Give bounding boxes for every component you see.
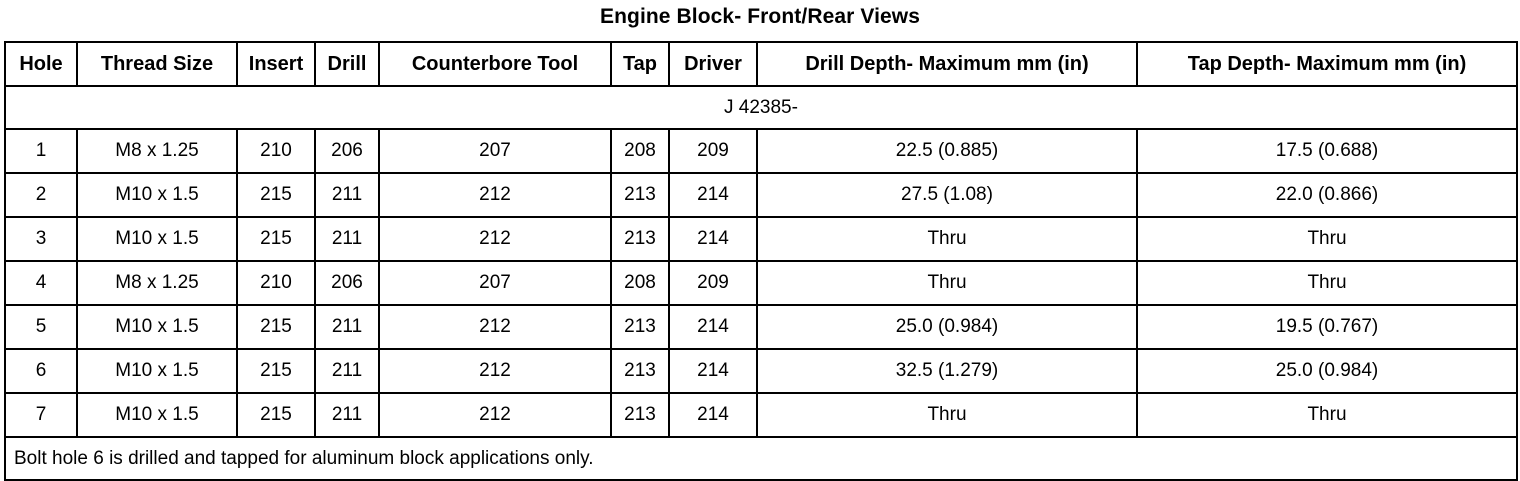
cell-thread-size: M10 x 1.5 <box>77 393 237 437</box>
column-header-drill: Drill <box>315 42 379 86</box>
cell-drill: 211 <box>315 305 379 349</box>
cell-tap-depth: Thru <box>1137 261 1517 305</box>
cell-tap-depth: 22.0 (0.866) <box>1137 173 1517 217</box>
cell-counterbore-tool: 212 <box>379 305 611 349</box>
cell-drill-depth: 25.0 (0.984) <box>757 305 1137 349</box>
cell-tap-depth: 17.5 (0.688) <box>1137 129 1517 173</box>
cell-counterbore-tool: 207 <box>379 261 611 305</box>
column-header-hole: Hole <box>5 42 77 86</box>
footnote-row <box>5 437 1517 480</box>
column-header-drill-depth: Drill Depth- Maximum mm (in) <box>757 42 1137 86</box>
cell-tap: 213 <box>611 349 669 393</box>
table-header <box>5 42 1517 86</box>
cell-thread-size: M10 x 1.5 <box>77 305 237 349</box>
cell-tap: 208 <box>611 129 669 173</box>
cell-hole: 5 <box>5 305 77 349</box>
cell-tap-depth: 25.0 (0.984) <box>1137 349 1517 393</box>
cell-drill: 206 <box>315 129 379 173</box>
page-title: Engine Block- Front/Rear Views <box>599 5 921 28</box>
cell-tap: 208 <box>611 261 669 305</box>
cell-counterbore-tool: 212 <box>379 173 611 217</box>
cell-driver: 214 <box>669 393 757 437</box>
cell-driver: 214 <box>669 349 757 393</box>
cell-thread-size: M8 x 1.25 <box>77 261 237 305</box>
cell-drill: 206 <box>315 261 379 305</box>
cell-counterbore-tool: 207 <box>379 129 611 173</box>
table-row <box>5 173 1517 217</box>
cell-drill: 211 <box>315 217 379 261</box>
cell-insert: 215 <box>237 393 315 437</box>
cell-drill-depth: 22.5 (0.885) <box>757 129 1137 173</box>
cell-hole: 2 <box>5 173 77 217</box>
cell-counterbore-tool: 212 <box>379 393 611 437</box>
cell-driver: 209 <box>669 261 757 305</box>
cell-insert: 210 <box>237 261 315 305</box>
engine-block-spec-table <box>4 41 1518 481</box>
cell-driver: 214 <box>669 173 757 217</box>
table-row <box>5 305 1517 349</box>
cell-drill-depth: Thru <box>757 261 1137 305</box>
column-header-tap: Tap <box>611 42 669 86</box>
cell-driver: 214 <box>669 217 757 261</box>
cell-insert: 215 <box>237 349 315 393</box>
document-page <box>0 4 1520 481</box>
cell-insert: 215 <box>237 173 315 217</box>
table-row <box>5 217 1517 261</box>
cell-counterbore-tool: 212 <box>379 217 611 261</box>
cell-drill-depth: 32.5 (1.279) <box>757 349 1137 393</box>
cell-hole: 4 <box>5 261 77 305</box>
cell-hole: 6 <box>5 349 77 393</box>
cell-driver: 214 <box>669 305 757 349</box>
cell-counterbore-tool: 212 <box>379 349 611 393</box>
cell-tap: 213 <box>611 305 669 349</box>
cell-hole: 7 <box>5 393 77 437</box>
cell-thread-size: M10 x 1.5 <box>77 217 237 261</box>
cell-driver: 209 <box>669 129 757 173</box>
table-body <box>5 86 1517 480</box>
cell-drill-depth: 27.5 (1.08) <box>757 173 1137 217</box>
cell-drill: 211 <box>315 173 379 217</box>
cell-tap: 213 <box>611 393 669 437</box>
cell-drill: 211 <box>315 349 379 393</box>
table-row <box>5 129 1517 173</box>
cell-drill: 211 <box>315 393 379 437</box>
column-header-tap-depth: Tap Depth- Maximum mm (in) <box>1137 42 1517 86</box>
cell-tap-depth: 19.5 (0.767) <box>1137 305 1517 349</box>
cell-insert: 210 <box>237 129 315 173</box>
cell-insert: 215 <box>237 217 315 261</box>
table-row <box>5 261 1517 305</box>
column-header-counterbore-tool: Counterbore Tool <box>379 42 611 86</box>
cell-tap: 213 <box>611 173 669 217</box>
table-row <box>5 393 1517 437</box>
cell-hole: 3 <box>5 217 77 261</box>
column-header-driver: Driver <box>669 42 757 86</box>
footnote-text: Bolt hole 6 is drilled and tapped for aluminum block applications only. <box>5 437 1517 480</box>
tool-group-label: J 42385- <box>5 86 1517 129</box>
cell-drill-depth: Thru <box>757 393 1137 437</box>
cell-tap: 213 <box>611 217 669 261</box>
cell-insert: 215 <box>237 305 315 349</box>
cell-thread-size: M8 x 1.25 <box>77 129 237 173</box>
column-header-thread-size: Thread Size <box>77 42 237 86</box>
cell-thread-size: M10 x 1.5 <box>77 349 237 393</box>
cell-thread-size: M10 x 1.5 <box>77 173 237 217</box>
tool-group-row <box>5 86 1517 129</box>
cell-drill-depth: Thru <box>757 217 1137 261</box>
cell-tap-depth: Thru <box>1137 393 1517 437</box>
cell-tap-depth: Thru <box>1137 217 1517 261</box>
table-row <box>5 349 1517 393</box>
cell-hole: 1 <box>5 129 77 173</box>
column-header-insert: Insert <box>237 42 315 86</box>
table-header-row <box>5 42 1517 86</box>
